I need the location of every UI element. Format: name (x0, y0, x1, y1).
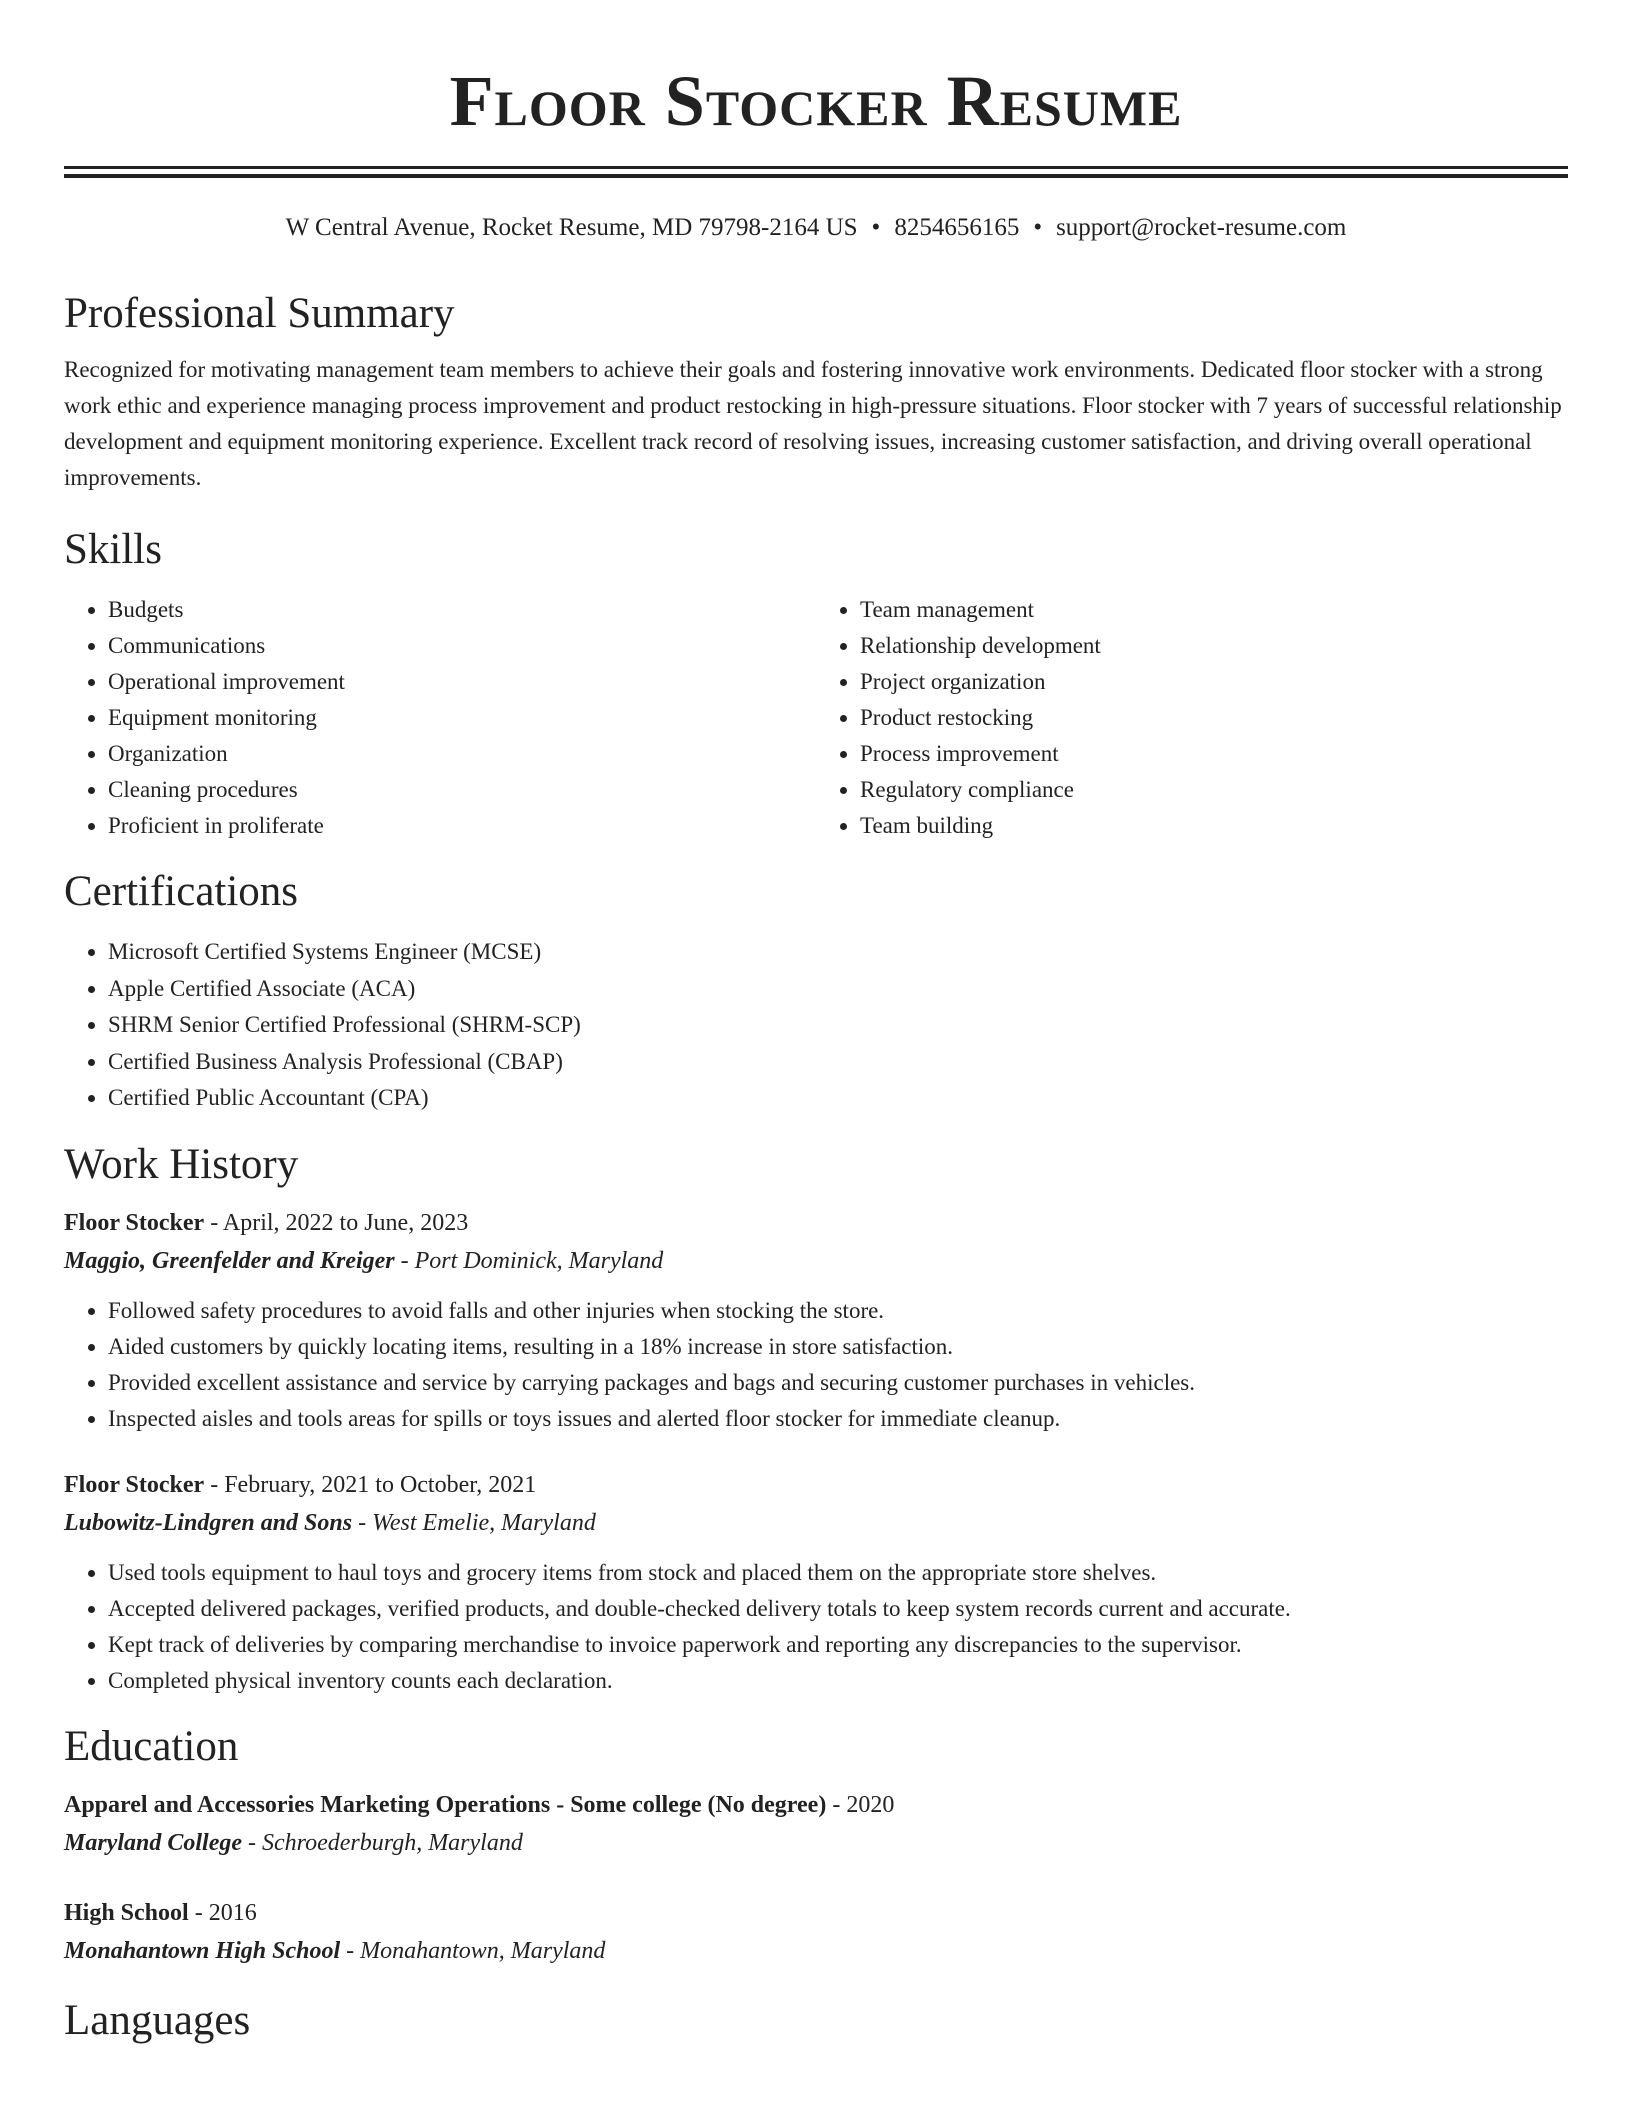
job-bullet: • Accepted delivered packages, verified products, and double-checked delivery totals to keep system records current and accurate. (108, 1591, 1568, 1627)
contact-separator: • (871, 214, 881, 241)
job-dates: - February, 2021 to October, 2021 (204, 1471, 537, 1498)
skill-item: • Product restocking (860, 700, 1568, 736)
resume-page (64, 0, 1568, 2047)
skill-item: • Proficient in proliferate (108, 808, 816, 844)
contact-line (64, 212, 1568, 244)
education-degree: Apparel and Accessories Marketing Operations - Some college (No degree) (64, 1791, 827, 1818)
job-bullet: • Followed safety procedures to avoid falls and other injuries when stocking the store. (108, 1293, 1568, 1329)
job-location: - West Emelie, Maryland (352, 1509, 596, 1536)
certification-item: • SHRM Senior Certified Professional (SHRM-SCP) (108, 1007, 1568, 1044)
education-year: - 2016 (188, 1899, 257, 1926)
education-school-line (64, 1825, 1568, 1861)
summary-text: Recognized for motivating management team members to achieve their goals and fostering innovative work environments. Dedicated floor stocker with a strong work ethic and experience managing process improvement and product restocking in high-pressure situations. Floor stocker with 7 years of successful relationship development and equipment monitoring experience. Excellent track record of resolving issues, increasing customer satisfaction, and driving overall operational improvements. (64, 357, 1562, 490)
skill-item: • Organization (108, 736, 816, 772)
skill-item: • Equipment monitoring (108, 700, 816, 736)
job-entry (64, 1205, 1568, 1437)
contact-address: W Central Avenue, Rocket Resume, MD 79798-2164 US (285, 214, 858, 241)
job-title: Floor Stocker (64, 1471, 205, 1498)
job-bullet: • Completed physical inventory counts each declaration. (108, 1663, 1568, 1699)
skill-item: • Operational improvement (108, 664, 816, 700)
title-divider-bottom (64, 174, 1568, 178)
section-heading-skills: Skills (64, 526, 162, 573)
skills-list-left (64, 592, 816, 844)
job-title: Floor Stocker (64, 1209, 205, 1236)
job-bullets (64, 1555, 1568, 1699)
section-heading-education: Education (64, 1722, 239, 1770)
job-title-line (64, 1467, 1568, 1503)
job-bullets (64, 1293, 1568, 1437)
section-heading-certifications: Certifications (64, 868, 299, 915)
certifications-list (64, 934, 1568, 1117)
certification-item: • Microsoft Certified Systems Engineer (MCSE) (108, 934, 1568, 971)
job-company: Lubowitz-Lindgren and Sons (64, 1509, 353, 1536)
skills-columns (64, 592, 1568, 844)
skill-item: • Process improvement (860, 736, 1568, 772)
job-bullet: • Inspected aisles and tools areas for spills or toys issues and alerted floor stocker for immediate cleanup. (108, 1401, 1568, 1437)
skill-item: • Communications (108, 628, 816, 664)
job-bullet: • Used tools equipment to haul toys and grocery items from stock and placed them on the appropriate store shelves. (108, 1555, 1568, 1591)
certification-item: • Certified Public Accountant (CPA) (108, 1080, 1568, 1117)
skill-item: • Relationship development (860, 628, 1568, 664)
section-heading-summary: Professional Summary (64, 290, 455, 337)
education-degree-line (64, 1895, 1568, 1931)
job-company-line (64, 1243, 1568, 1279)
section-heading-languages: Languages (64, 1996, 251, 2044)
education-entry (64, 1895, 1568, 1969)
education-entry (64, 1787, 1568, 1861)
skill-item: • Team building (860, 808, 1568, 844)
job-dates: - April, 2022 to June, 2023 (204, 1209, 469, 1236)
resume-title: Floor Stocker Resume (449, 61, 1183, 141)
education-year: - 2020 (826, 1791, 895, 1818)
skill-item: • Cleaning procedures (108, 772, 816, 808)
education-school: Monahantown High School (64, 1937, 341, 1964)
job-location: - Port Dominick, Maryland (394, 1247, 664, 1274)
section-heading-work-history: Work History (64, 1140, 299, 1188)
skill-item: • Project organization (860, 664, 1568, 700)
title-divider-top (64, 166, 1568, 169)
job-title-line (64, 1205, 1568, 1241)
skill-item: • Budgets (108, 592, 816, 628)
contact-separator: • (1033, 214, 1043, 241)
skill-item: • Team management (860, 592, 1568, 628)
certification-item: • Certified Business Analysis Professional (CBAP) (108, 1044, 1568, 1081)
education-degree: High School (64, 1899, 189, 1926)
job-entry (64, 1467, 1568, 1699)
contact-phone: 8254656165 (894, 214, 1020, 241)
education-school: Maryland College (64, 1829, 242, 1856)
education-location: - Monahantown, Maryland (340, 1937, 606, 1964)
contact-email: support@rocket-resume.com (1056, 214, 1347, 241)
education-location: - Schroederburgh, Maryland (242, 1829, 523, 1856)
education-degree-line (64, 1787, 1568, 1823)
job-bullet: • Aided customers by quickly locating items, resulting in a 18% increase in store satisfaction. (108, 1329, 1568, 1365)
skills-list-right (816, 592, 1568, 844)
education-school-line (64, 1933, 1568, 1969)
job-company-line (64, 1505, 1568, 1541)
certification-item: • Apple Certified Associate (ACA) (108, 971, 1568, 1008)
skill-item: • Regulatory compliance (860, 772, 1568, 808)
job-bullet: • Kept track of deliveries by comparing merchandise to invoice paperwork and reporting any discrepancies to the supervisor. (108, 1627, 1568, 1663)
job-company: Maggio, Greenfelder and Kreiger (64, 1247, 395, 1274)
job-bullet: • Provided excellent assistance and service by carrying packages and bags and securing customer purchases in vehicles. (108, 1365, 1568, 1401)
